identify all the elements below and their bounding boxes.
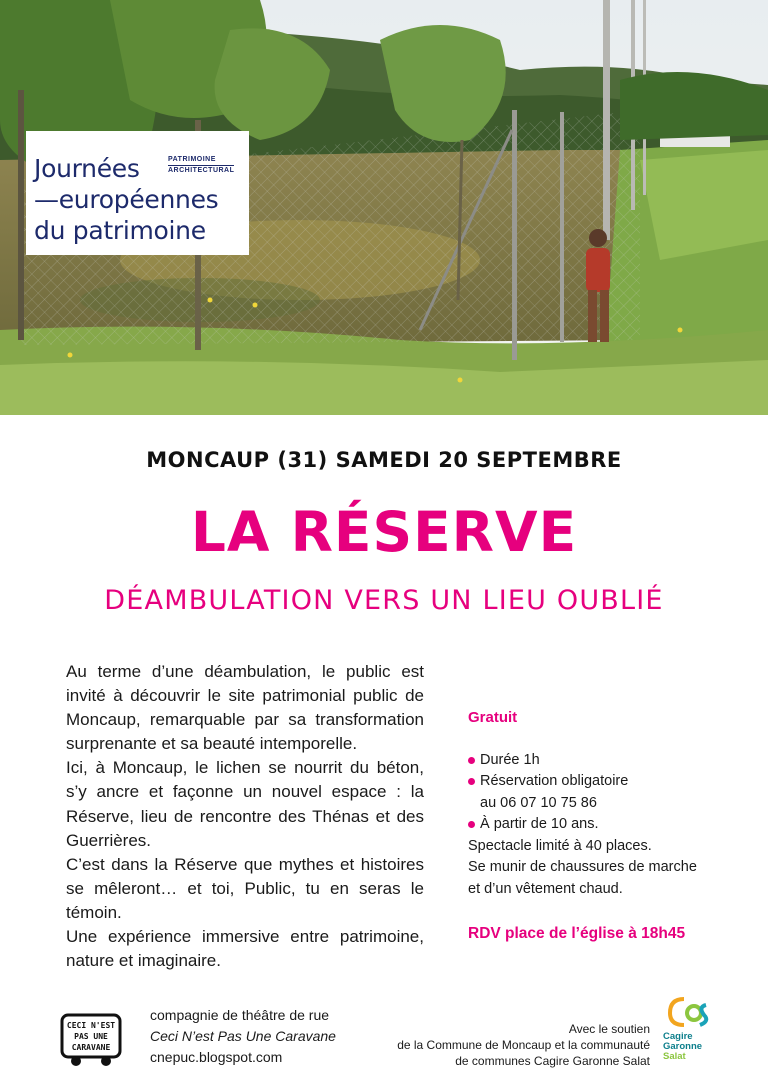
support-line-1: Avec le soutien — [568, 1022, 650, 1036]
partner-name-line3: Salat — [663, 1051, 686, 1062]
description-paragraph: Une expérience immersive entre patrimoine, nature et imaginaire. — [66, 927, 424, 971]
advice-line-1: Se munir de chaussures de marche — [468, 859, 697, 875]
caravan-logo-graphic — [60, 1011, 124, 1069]
svg-text:CECI N'EST: CECI N'EST — [66, 1021, 116, 1030]
svg-text:CARAVANE: CARAVANE — [71, 1043, 111, 1052]
support-line-3: de communes Cagire Garonne Salat — [455, 1054, 650, 1068]
jep-logo-tagline — [168, 155, 234, 176]
event-description — [66, 660, 424, 973]
company-website: cnepuc.blogspot.com — [150, 1049, 283, 1065]
support-credits — [397, 1021, 650, 1069]
phone-number: au 06 07 10 75 86 — [480, 794, 597, 811]
company-logo — [60, 1011, 124, 1069]
partner-name-line1: Cagire — [663, 1031, 693, 1042]
description-paragraph: Ici, à Moncaup, le lichen se nourrit du béton, s’y ancre et façonne un nouvel espace : la Réserve, lieu de rencontre des Thénas et des Guerrières. — [66, 758, 424, 850]
jep-logo — [26, 131, 249, 255]
hero-photo — [0, 0, 768, 415]
company-type: compagnie de théâtre de rue — [150, 1007, 330, 1023]
support-line-2: de la Commune de Moncaup et la communauté — [397, 1038, 650, 1052]
jep-logo-small-line2: ARCHITECTURAL — [168, 167, 235, 174]
description-paragraph: Au terme d’une déambulation, le public est invité à découvrir le site patrimonial public de Moncaup, remarquable par sa transformation surprenante et sa beauté intemporelle. — [66, 662, 424, 754]
svg-text:PAS UNE: PAS UNE — [74, 1032, 108, 1041]
reservation-item: Réservation obligatoire — [468, 771, 728, 793]
price-label: Gratuit — [468, 709, 518, 726]
jep-logo-small-line1: PATRIMOINE — [168, 155, 234, 166]
event-subtitle: DÉAMBULATION VERS UN LIEU OUBLIÉ — [104, 585, 664, 616]
jep-logo-line2: —européennes — [34, 185, 219, 214]
company-name: Ceci N’est Pas Une Caravane — [150, 1028, 336, 1044]
duration-item: Durée 1h — [468, 750, 728, 772]
meeting-point: RDV place de l’église à 18h45 — [468, 925, 686, 942]
advice-line-2: et d’un vêtement chaud. — [468, 880, 623, 897]
practical-info — [468, 707, 728, 945]
age-item: À partir de 10 ans. — [468, 814, 728, 836]
description-paragraph: C’est dans la Réserve que mythes et histoires se mêleront… et toi, Public, tu en seras le témoin. — [66, 854, 424, 922]
cgs-mark-graphic — [662, 993, 714, 1033]
jep-logo-line1: Journées — [34, 154, 140, 183]
company-info — [150, 1005, 336, 1068]
partner-name — [663, 1032, 702, 1062]
event-title: LA RÉSERVE — [190, 500, 578, 564]
partner-name-line2: Garonne — [663, 1041, 703, 1052]
capacity-text: Spectacle limité à 40 places. — [468, 837, 652, 854]
jep-logo-line3: du patrimoine — [34, 216, 206, 245]
event-dateline: MONCAUP (31) SAMEDI 20 SEPTEMBRE — [146, 448, 622, 472]
